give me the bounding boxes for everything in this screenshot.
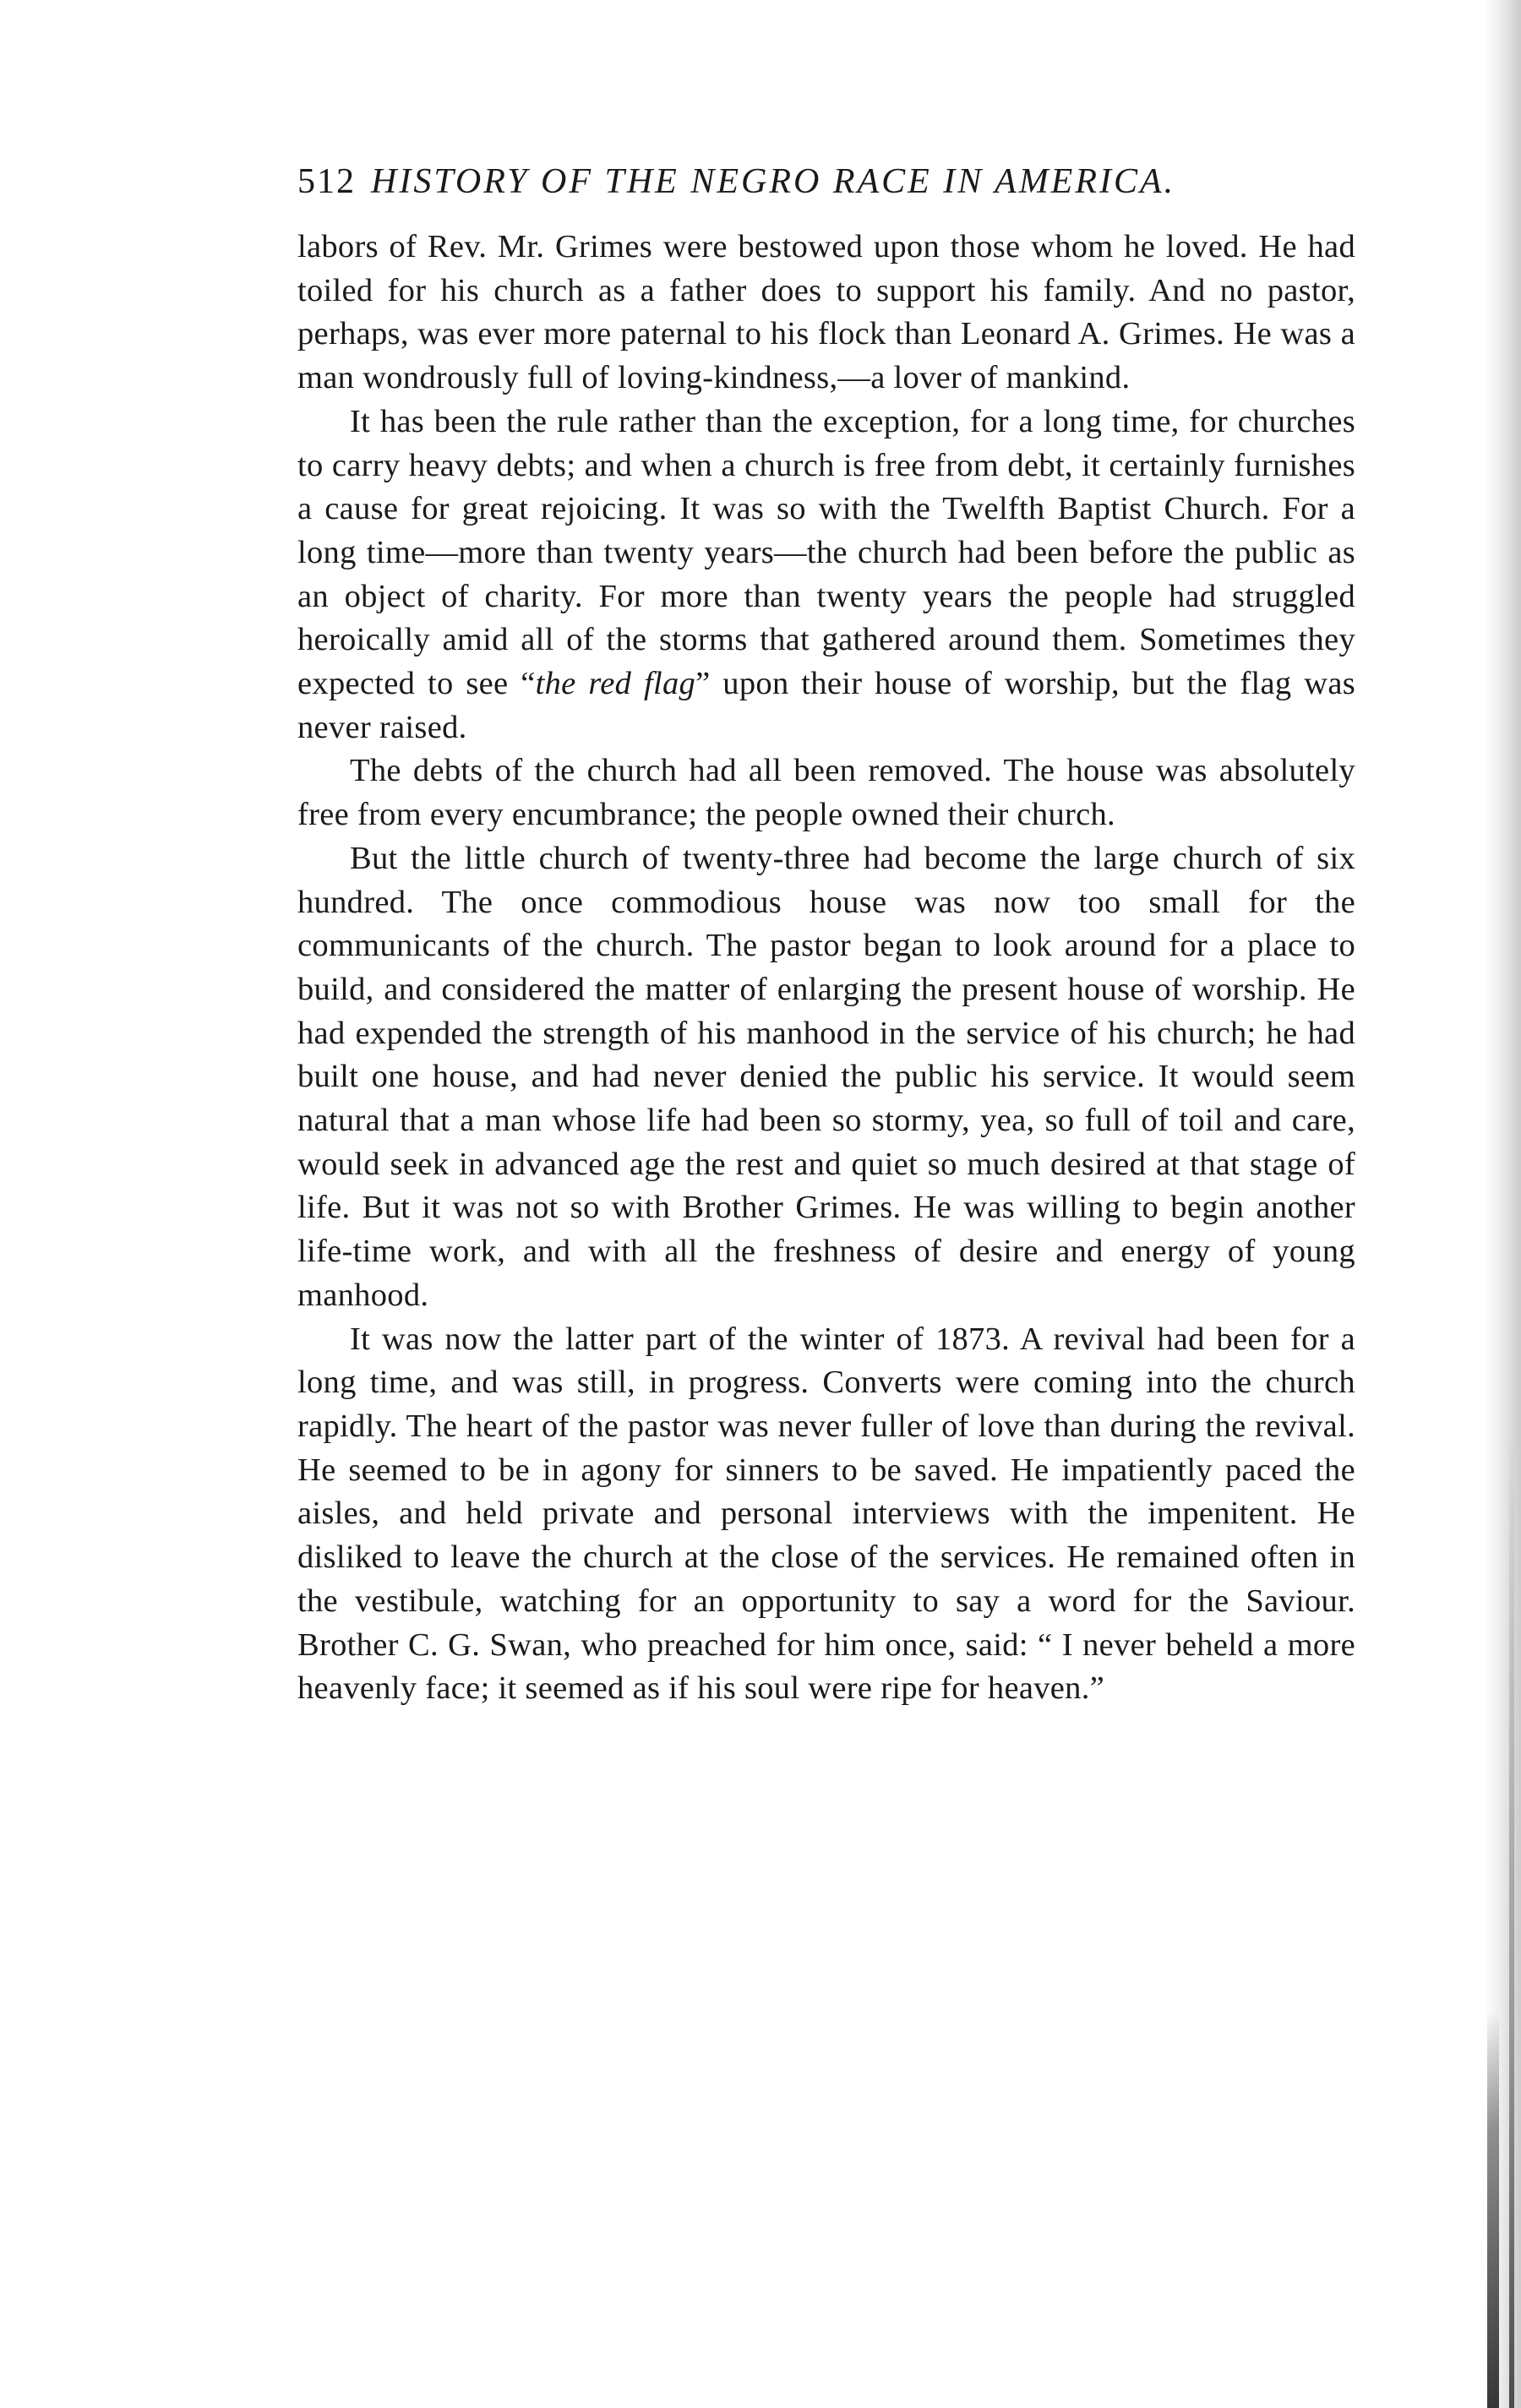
running-head (297, 156, 1355, 207)
paragraph-2-emphasis: the red flag (535, 666, 696, 702)
paragraph-5: It was now the latter part of the winter of 1873. A revival had been for a long time, and was still, in progress. Converts were coming into the church rapidly. The heart of the pastor was never fuller of love than during the revival. He seemed to be in agony for sinners to be saved. He impatiently paced the aisles, and held private and personal interviews with the impenitent. He disliked to leave the church at the close of the services. He remained often in the vestibule, watching for an opportunity to say a word for the Saviour. Brother C. G. Swan, who preached for him once, said: “ I never beheld a more heavenly face; it seemed as if his soul were ripe for heaven.” (297, 1321, 1355, 1707)
paragraph-2-text-after: ” upon their house of worship, but the flag was never raised. (297, 666, 1355, 745)
paragraph-2 (297, 400, 1355, 750)
page-number: 512 (297, 162, 356, 201)
book-title: HISTORY OF THE NEGRO RACE IN AMERICA. (371, 162, 1176, 201)
paragraph-3: The debts of the church had all been removed. The house was absolutely free from every encumbrance; the people owned their church. (297, 753, 1355, 833)
body-text (297, 226, 1355, 1711)
binding-edge-mark (1509, 1436, 1514, 2408)
book-page (297, 156, 1355, 1711)
binding-edge-dark-mark (1487, 2011, 1499, 2408)
paragraph-1: labors of Rev. Mr. Grimes were bestowed upon those whom he loved. He had toiled for his church as a father does to support his family. And no pastor, perhaps, was ever more paternal to his flock than Leonard A. Grimes. He was a man wondrously full of loving-kindness,—a lover of mankind. (297, 229, 1355, 396)
paragraph-2-text-before: It has been the rule rather than the exception, for a long time, for churches to carry heavy debts; and when a church is free from debt, it certainly furnishes a cause for great rejoicing. It was so with the Twelfth Baptist Church. For a long time—more than twenty years—the church had been before the public as an object of charity. For more than twenty years the people had struggled heroically amid all of the storms that gathered around them. Sometimes they expected to see “ (297, 403, 1355, 702)
paragraph-4: But the little church of twenty-three had become the large church of six hundred. The once commodious house was now too small for the communicants of the church. The pastor began to look around for a place to build, and considered the matter of enlarging the present house of worship. He had expended the strength of his manhood in the service of his church; he had built one house, and had never denied the public his service. It would seem natural that a man whose life had been so stormy, yea, so full of toil and care, would seek in advanced age the rest and quiet so much desired at that stage of life. But it was not so with Brother Grimes. He was willing to begin another life-time work, and with all the freshness of desire and energy of young manhood. (297, 840, 1355, 1313)
